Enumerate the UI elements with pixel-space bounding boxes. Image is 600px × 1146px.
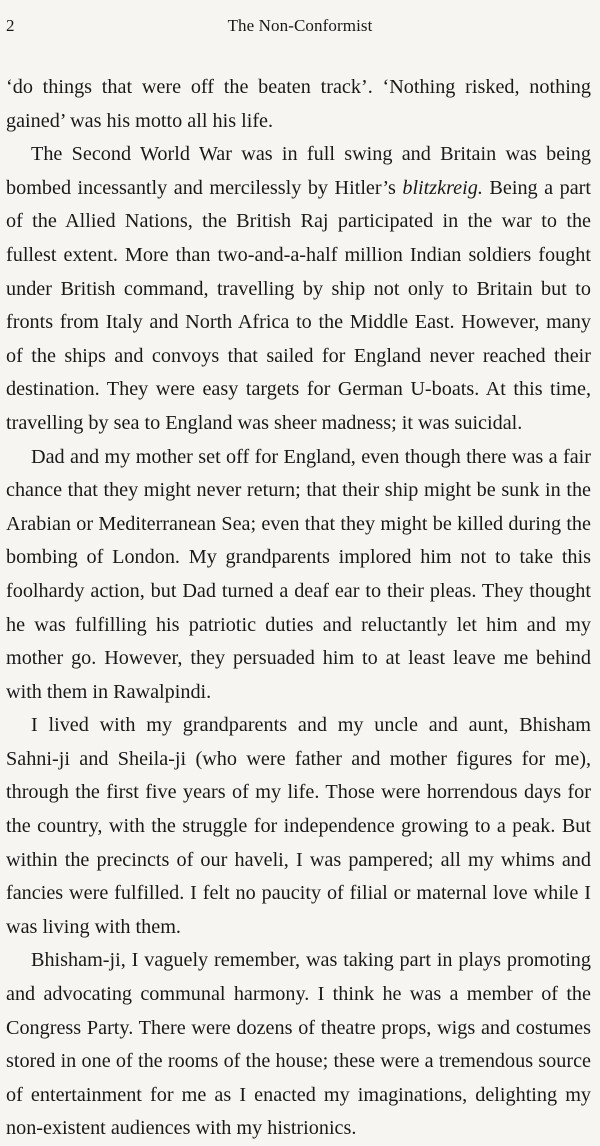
paragraph-1: [6, 71, 591, 138]
running-title: The Non-Conformist: [227, 16, 373, 35]
paragraph-5: [6, 944, 591, 1146]
paragraph-3: [6, 441, 591, 710]
paragraph-2: [6, 138, 591, 440]
paragraph-text: Dad and my mother set off for England, even though there was a fair chance that they might never return; that their ship might be sunk in the Arabian or Mediterranean Sea; even that they might be killed during the bombing of London. My grandparents implored him not to take this foolhardy action, but Dad turned a deaf ear to their pleas. They thought he was fulfilling his patriotic duties and reluctantly let him and my mother go. However, they persuaded him to at least leave me behind with them in Rawalpindi.: [6, 445, 591, 703]
page-number: 2: [6, 16, 15, 35]
paragraph-text: ‘do things that were off the beaten track’. ‘Nothing risked, nothing gained’ was his motto all his life.: [6, 76, 591, 132]
page-header: [6, 16, 594, 46]
paragraph-text: Being a part of the Allied Nations, the British Raj participated in the war to the fullest extent. More than two-and-a-half million Indian soldiers fought under British command, travelling by ship not only to Britain but to fronts from Italy and North Africa to the Middle East. However, many of the ships and convoys that sailed for England never reached their destination. They were easy targets for German U-boats. At this time, travelling by sea to England was sheer madness; it was suicidal.: [6, 176, 591, 434]
paragraph-text: I lived with my grandparents and my uncle and aunt, Bhisham Sahni-ji and Sheila-ji (who were father and mother figures for me), through the first five years of my life. Those were horrendous days for the country, with the struggle for independence growing to a peak. But within the precincts of our haveli, I was pampered; all my whims and fancies were fulfilled. I felt no paucity of filial or maternal love while I was living with them.: [6, 714, 591, 938]
paragraph-4: [6, 709, 591, 944]
paragraph-text: The Second World War was in full swing and Britain was being bombed incessantly and mercilessly by Hitler’s: [6, 143, 591, 199]
body-text: [6, 71, 591, 1146]
paragraph-text: Bhisham-ji, I vaguely remember, was taking part in plays promoting and advocating communal harmony. I think he was a member of the Congress Party. There were dozens of theatre props, wigs and costumes stored in one of the rooms of the house; these were a tremendous source of entertainment for me as I enacted my imaginations, delighting my non-existent audiences with my histrionics.: [6, 949, 591, 1140]
italic-term: blitzkreig.: [402, 176, 483, 199]
